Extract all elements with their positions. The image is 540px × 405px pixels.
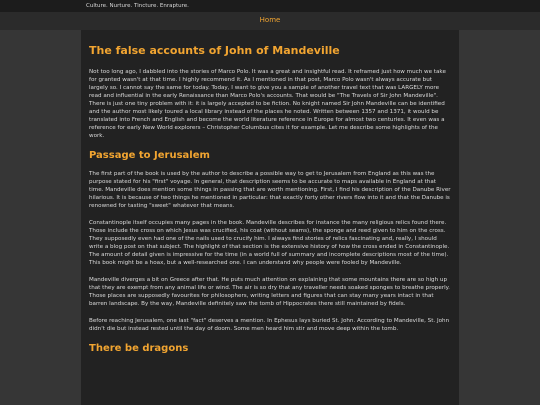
paragraph-danube: The first part of the book is used by the author to describe a possible way to get to Jerusalem from England as this was the purpose stated for his "first" voyage. In general, that description seems to be accurate to maps available in England at that time. Mandeville does mention some things in passing that are worth mentioning. First, I find his description of the Danube River hilarious. It is because of two things he mentioned in particular: that exactly forty other rivers flow into it and that the Danube is renowned for tasting "sweet" whatever that means.	[89, 171, 451, 209]
site-tagline: Culture. Nurture. Tincture. Enrapture.	[86, 3, 189, 9]
nav-home-link[interactable]: Home	[259, 16, 281, 24]
article-content	[81, 30, 459, 405]
intro-paragraph: Not too long ago, I dabbled into the stories of Marco Polo. It was a great and insightful read. It reframed just how much we take for granted wasn't at that time. I highly recommend it. As I mentioned in that post, Marco Polo wasn't always accurate but largely so. I cannot say the same for today. Today, I want to give you a sample of another travel text that was LARGELY more read and influential in the early Renaissance than Marco Polo's accounts. That would be "The Travels of Sir John Mandeville". There is just one tiny problem with it: it is largely accepted to be fiction. No knight named Sir John Mandeville can be identified and the author most likely toured a local library instead of the places he noted. Written between 1357 and 1371, it would be translated into French and English and become the world literature reference in Europe for almost two centuries. It even was a reference for early New World explorers – Christopher Columbus cites it for example. Let me describe some highlights of the work.	[89, 69, 446, 139]
post-title: The false accounts of John of Mandeville	[89, 44, 340, 57]
nav-bar	[0, 12, 540, 30]
section-heading-passage-to-jerusalem: Passage to Jerusalem	[89, 150, 210, 161]
section-heading-there-be-dragons: There be dragons	[89, 343, 189, 354]
top-bar	[0, 0, 540, 12]
paragraph-ephesus: Before reaching Jerusalem, one last "fact" deserves a mention. In Ephesus lays buried St. John. According to Mandeville, St. John didn't die but instead rested until the day of doom. Some men heard him stir and move deep within the tomb.	[89, 318, 450, 332]
paragraph-greece: Mandeville diverges a bit on Greece after that. He puts much attention on explaining that some mountains there are so high up that they are exempt from any animal life or wind. The air is so dry that any traveller needs soaked sponges to breathe properly. Those places are supposedly favourites for philosophers, writing letters and figures that can stay many years intact in that barren landscape. By the way, Mandeville definitely saw the tomb of Hippocrates there still maintained by fidels.	[89, 277, 450, 307]
paragraph-constantinople: Constantinople itself occupies many pages in the book. Mandeville describes for instance the many religious relics found there. Those include the cross on which Jesus was crucified, his coat (without seams), the sponge and reed given to him on the cross. They supposedly even had one of the nails used to crucify him. I always find stories of relics fascinating and, really, I should write a blog post on that subject. The highlight of that section is the extensive history of how the cross ended in Constantinople. The amount of detail given is impressive for the time (in a world full of summary and incomplete descriptions most of the time). This book might be a hoax, but a well-researched one. I can understand why people were fooled by Mandeville.	[89, 220, 450, 266]
article-body	[81, 30, 459, 355]
